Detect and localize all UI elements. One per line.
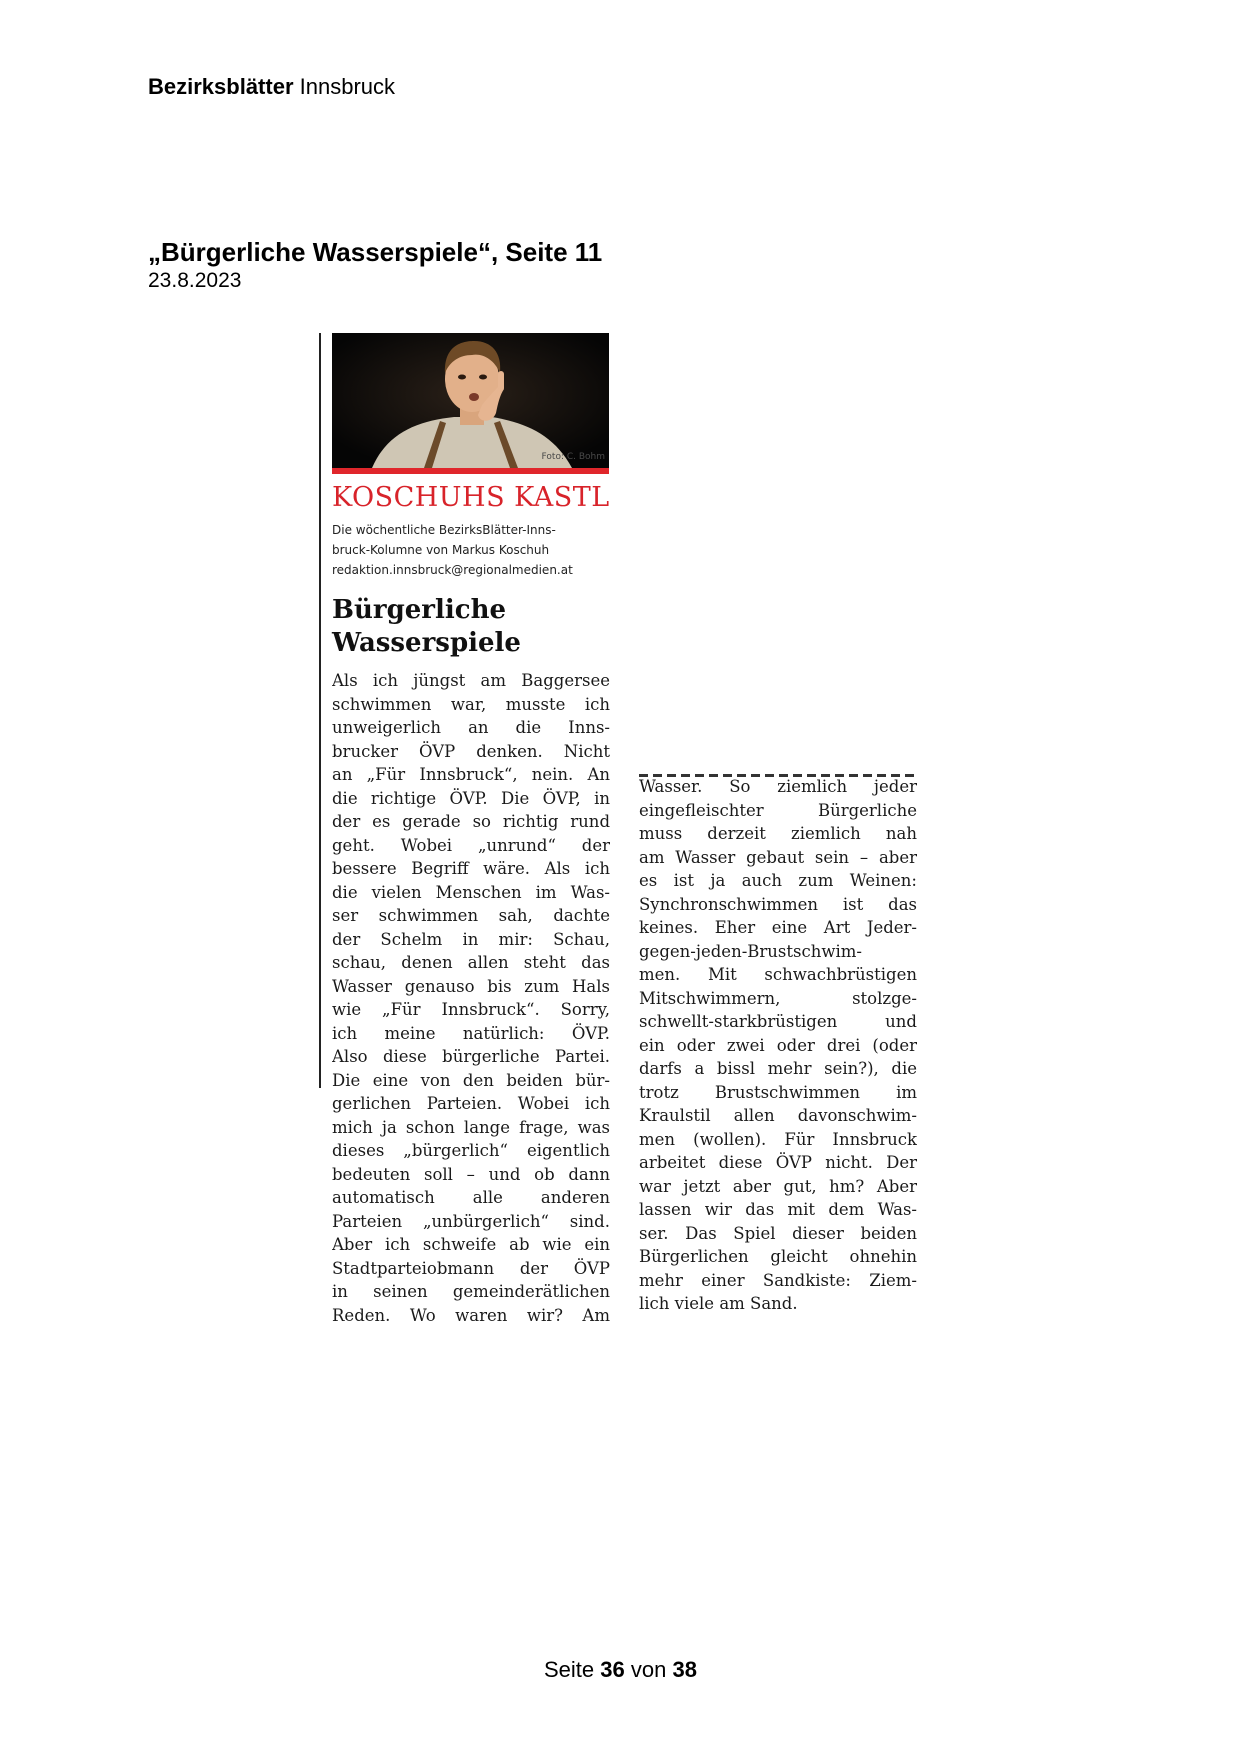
body-text-line: men (wollen). Für Innsbruck [639, 1129, 917, 1149]
publication-name: Bezirksblätter [148, 74, 294, 99]
body-text-line: ein oder zwei oder drei (oder [639, 1035, 917, 1055]
body-text-line: Bürgerlichen gleicht ohnehin [639, 1247, 917, 1266]
body-text-line: Also diese bürgerliche Partei. [332, 1047, 610, 1066]
body-text-line: Die eine von den beiden bür- [332, 1070, 610, 1090]
body-text-line: Synchronschwimmen ist das [639, 894, 917, 914]
body-text-line: Kraulstil allen davonschwim- [639, 1106, 917, 1125]
body-text-line: mehr einer Sandkiste: Ziem- [639, 1270, 917, 1290]
body-text-line: die vielen Menschen im Was- [332, 882, 610, 902]
body-text-line: Mitschwimmern, stolzge- [639, 988, 917, 1008]
column-accent-bar [332, 468, 609, 474]
body-text-line: es ist ja auch zum Weinen: [639, 871, 917, 890]
total-page-count: 38 [672, 1657, 697, 1682]
body-text-line: men. Mit schwachbrüstigen [639, 965, 917, 984]
body-text-line: ser. Das Spiel dieser beiden [639, 1223, 917, 1243]
column-name: KOSCHUHS KASTL [332, 482, 610, 513]
body-text-line: unweigerlich an die Inns- [332, 718, 610, 737]
body-text-line: trotz Brustschwimmen im [639, 1082, 917, 1102]
body-text-line: keines. Eher eine Art Jeder- [639, 918, 917, 937]
body-text-line: automatisch alle anderen [332, 1188, 610, 1207]
body-text-line: in seinen gemeinderätlichen [332, 1282, 610, 1301]
body-text-line: Stadtparteiobmann der ÖVP [332, 1258, 610, 1278]
body-text-line: am Wasser gebaut sein – aber [639, 847, 917, 867]
body-text-line: schwimmen war, musste ich [332, 694, 610, 714]
body-text-line: arbeitet diese ÖVP nicht. Der [639, 1153, 917, 1172]
body-text-line: Aber ich schweife ab wie ein [332, 1235, 610, 1254]
body-text-line: gerlichen Parteien. Wobei ich [332, 1094, 610, 1113]
page-footer [0, 1657, 1241, 1683]
body-text-line: schau, denen allen steht das [332, 953, 610, 972]
body-text-line: Wasser. So ziemlich jeder [639, 777, 917, 796]
column-description-line: bruck-Kolumne von Markus Koschuh [332, 543, 550, 557]
body-text-line: mich ja schon lange frage, was [332, 1117, 610, 1137]
publication-region: Innsbruck [299, 74, 396, 99]
body-text-line: dieses „bürgerlich“ eigentlich [332, 1141, 610, 1160]
current-page-number: 36 [600, 1657, 625, 1682]
body-text-line: ser schwimmen sah, dachte [332, 906, 610, 925]
body-text-line: war jetzt aber gut, hm? Aber [639, 1176, 917, 1196]
body-text-line: schwellt-starkbrüstigen und [639, 1012, 917, 1031]
article-date: 23.8.2023 [148, 269, 242, 292]
article-reference-title: „Bürgerliche Wasserspiele“, Seite 11 [148, 237, 603, 267]
publication-header [148, 74, 395, 100]
body-text-line: Als ich jüngst am Baggersee [332, 671, 610, 690]
body-column-1 [332, 669, 610, 1337]
column-description [332, 520, 617, 580]
body-text-line: ich meine natürlich: ÖVP. [332, 1023, 610, 1043]
page-separator: von [630, 1657, 667, 1682]
author-photo-image [332, 333, 609, 468]
body-text-line: der es gerade so richtig rund [332, 812, 610, 831]
body-text-line: Parteien „unbürgerlich“ sind. [332, 1211, 610, 1231]
body-text-line: lassen wir das mit dem Was- [639, 1200, 917, 1219]
headline [332, 594, 622, 660]
author-photo [332, 333, 609, 468]
body-text-line: eingefleischter Bürgerliche [639, 800, 917, 820]
body-text-line: darfs a bissl mehr sein?), die [639, 1059, 917, 1078]
body-text-line: bedeuten soll – und ob dann [332, 1164, 610, 1184]
body-text-line: bessere Begriff wäre. Als ich [332, 859, 610, 878]
body-text-line: die richtige ÖVP. Die ÖVP, in [332, 788, 610, 808]
body-text-line: der Schelm in mir: Schau, [332, 929, 610, 949]
headline-line: Wasserspiele [332, 628, 521, 658]
column-email: redaktion.innsbruck@regionalmedien.at [332, 563, 573, 577]
clipping-edge-rule [319, 333, 321, 1088]
body-column-2 [639, 775, 917, 1316]
body-text-line: muss derzeit ziemlich nah [639, 824, 917, 843]
body-text-line: geht. Wobei „unrund“ der [332, 835, 610, 855]
body-text-line: brucker ÖVP denken. Nicht [332, 741, 610, 761]
body-text-line: wie „Für Innsbruck“. Sorry, [332, 1000, 610, 1019]
body-text-line: lich viele am Sand. [639, 1294, 798, 1313]
page-label: Seite [544, 1657, 595, 1682]
body-text-line: Reden. Wo waren wir? Am [332, 1305, 610, 1325]
photo-credit: Foto: C. Bohm [541, 452, 605, 462]
column-description-line: Die wöchentliche BezirksBlätter-Inns- [332, 523, 556, 537]
body-text-line: gegen-jeden-Brustschwim- [639, 941, 862, 961]
body-text-line: an „Für Innsbruck“, nein. An [332, 765, 610, 784]
body-text-line: Wasser genauso bis zum Hals [332, 976, 610, 996]
headline-line: Bürgerliche [332, 595, 507, 625]
